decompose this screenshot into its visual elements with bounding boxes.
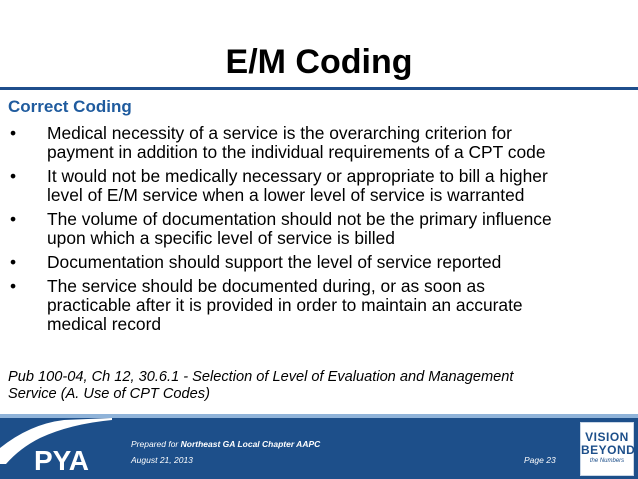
badge-line: BEYOND [581,443,636,457]
bullet-item [8,124,633,162]
bullet-item [8,167,633,205]
citation-line: Service (A. Use of CPT Codes) [8,386,210,402]
prepared-label: Prepared for [131,439,179,449]
prepared-for [131,439,320,449]
badge-tagline: the Numbers [589,458,625,464]
bullet-line: upon which a specific level of service is billed [47,228,395,248]
bullet-line: payment in addition to the individual requirements of a CPT code [47,142,546,162]
bullet-line: level of E/M service when a lower level of service is warranted [47,185,525,205]
bullet-item [8,277,633,334]
badge-line: VISION [585,430,629,444]
section-subtitle: Correct Coding [8,97,132,116]
bullet-line: medical record [47,314,162,334]
bullet-marker: • [10,166,17,186]
citation-line: Pub 100-04, Ch 12, 30.6.1 - Selection of Level of Evaluation and Management [8,369,514,385]
page-number: Page 23 [524,455,556,465]
bullet-list [8,124,633,339]
bullet-marker: • [10,252,17,272]
bullet-item [8,210,633,248]
pya-logo-icon [0,418,112,479]
footer-date: August 21, 2013 [131,455,193,465]
footer-bar [0,414,638,479]
bullet-line: The volume of documentation should not be the primary influence [47,209,552,229]
bullet-line: practicable after it is provided in order to maintain an accurate [47,295,523,315]
bullet-marker: • [10,209,17,229]
bullet-line: It would not be medically necessary or appropriate to bill a higher [47,166,548,186]
prepared-for-name: Northeast GA Local Chapter AAPC [180,439,321,449]
bullet-line: Documentation should support the level of service reported [47,252,502,272]
title-divider [0,87,638,90]
citation [8,369,633,403]
bullet-item [8,253,633,272]
bullet-line: Medical necessity of a service is the overarching criterion for [47,123,512,143]
bullet-marker: • [10,123,17,143]
vision-badge [580,422,634,476]
slide-title: E/M Coding [225,43,413,81]
bullet-marker: • [10,276,17,296]
logo-text: PYA [34,445,90,476]
bullet-line: The service should be documented during, or as soon as [47,276,485,296]
